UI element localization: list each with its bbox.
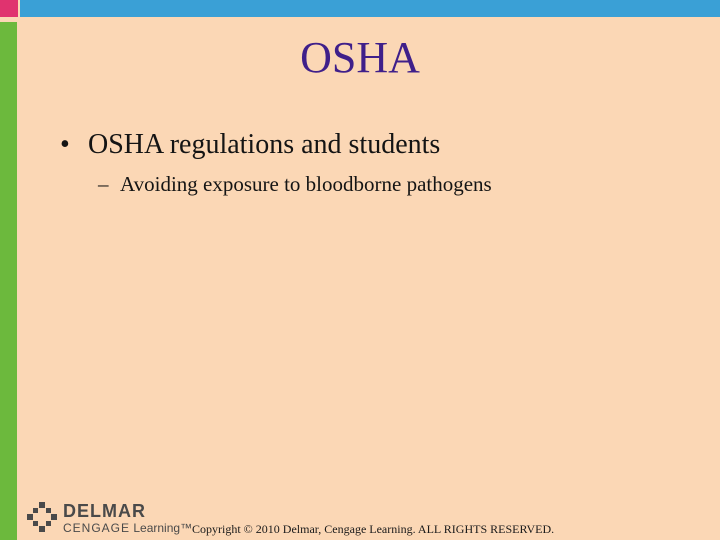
bullet-marker: • (60, 129, 70, 160)
delmar-cengage-logo (25, 500, 193, 536)
logo-cengage-brand: CENGAGE (63, 521, 131, 535)
logo-learning: Learning (130, 521, 181, 535)
slide-title: OSHA (300, 33, 420, 82)
sub-bullet-text: Avoiding exposure to bloodborne pathogens (120, 172, 492, 196)
copyright-notice: Copyright © 2010 Delmar, Cengage Learning. ALL RIGHTS RESERVED. (192, 522, 555, 536)
left-accent-bar (0, 22, 17, 540)
bullet-text: OSHA regulations and students (88, 129, 441, 160)
logo-mark-icon (25, 500, 59, 534)
logo-trademark: ™ (180, 521, 193, 535)
logo-delmar-text: DELMAR (63, 501, 146, 521)
sub-bullet-item (98, 171, 492, 197)
bullet-item (60, 129, 440, 161)
top-accent-bar (20, 0, 720, 17)
sub-bullet-marker: – (98, 172, 109, 196)
corner-accent (0, 0, 18, 17)
logo-cengage-text (63, 521, 192, 535)
